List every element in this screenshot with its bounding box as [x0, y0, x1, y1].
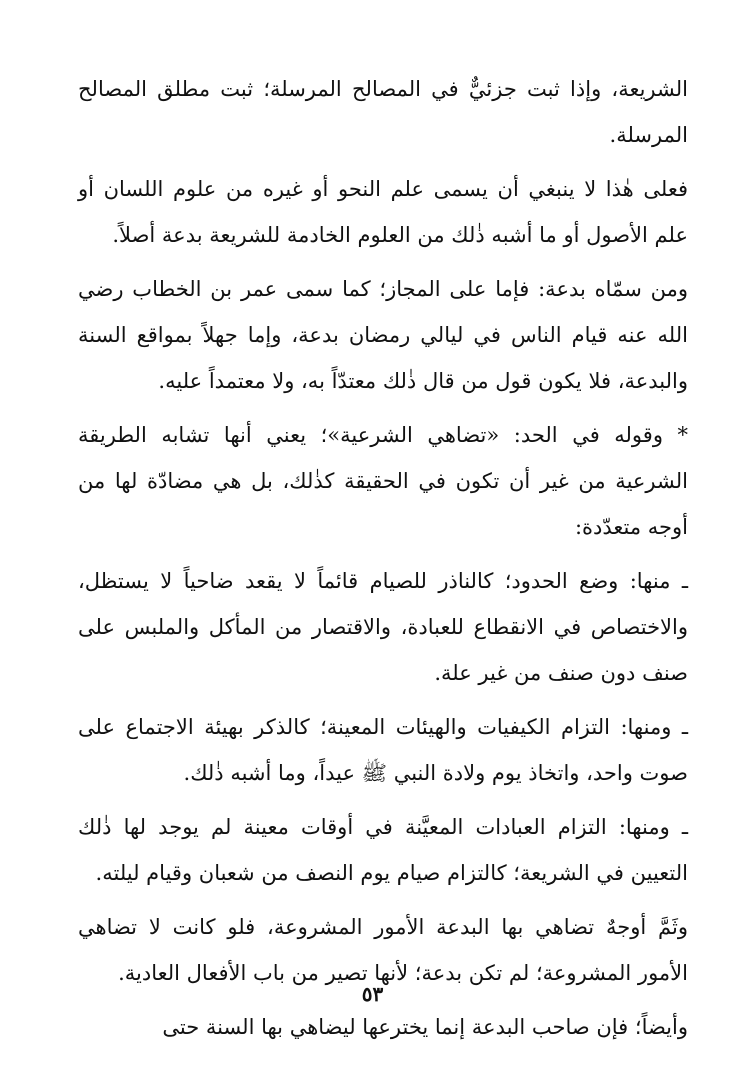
page-body-text: [78, 66, 688, 1058]
paragraph-6: ـ ومنها: التزام الكيفيات والهيئات المعينة؛ كالذكر بهيئة الاجتماع على صوت واحد، واتخاذ يوم ولادة النبي ﷺ عيداً، وما أشبه ذٰلك.: [78, 715, 688, 785]
paragraph-5: ـ منها: وضع الحدود؛ كالناذر للصيام قائماً لا يقعد ضاحياً لا يستظل، والاختصاص في الانقطاع للعبادة، والاقتصار من المأكل والملبس على صنف دون صنف من غير علة.: [78, 569, 688, 685]
page-number: ٥٣: [361, 982, 384, 1006]
paragraph-2: فعلى هٰذا لا ينبغي أن يسمى علم النحو أو غيره من علوم اللسان أو علم الأصول أو ما أشبه ذٰلك من العلوم الخادمة للشريعة بدعة أصلاً.: [78, 177, 688, 247]
paragraph-7: ـ ومنها: التزام العبادات المعيَّنة في أوقات معينة لم يوجد لها ذٰلك التعيين في الشريعة؛ كالتزام صيام يوم النصف من شعبان وقيام ليلته.: [78, 815, 688, 885]
paragraph-3: ومن سمّاه بدعة: فإما على المجاز؛ كما سمى عمر بن الخطاب رضي الله عنه قيام الناس في ليالي رمضان بدعة، وإما جهلاً بمواقع السنة والبدعة، فلا يكون قول من قال ذٰلك معتدّاً به، ولا معتمداً عليه.: [78, 277, 688, 393]
paragraph-4: * وقوله في الحد: «تضاهي الشرعية»؛ يعني أنها تشابه الطريقة الشرعية من غير أن تكون في الحقيقة كذٰلك، بل هي مضادّة لها من أوجه متعدّدة:: [78, 423, 688, 539]
paragraph-1: الشريعة، وإذا ثبت جزئيٌّ في المصالح المرسلة؛ ثبت مطلق المصالح المرسلة.: [78, 77, 688, 147]
paragraph-8: وثَمَّ أوجهٌ تضاهي بها البدعة الأمور المشروعة، فلو كانت لا تضاهي الأمور المشروعة؛ لم تكن بدعة؛ لأنها تصير من باب الأفعال العادية.: [78, 915, 688, 985]
paragraph-9: وأيضاً؛ فإن صاحب البدعة إنما يخترعها ليضاهي بها السنة حتى: [162, 1015, 688, 1039]
